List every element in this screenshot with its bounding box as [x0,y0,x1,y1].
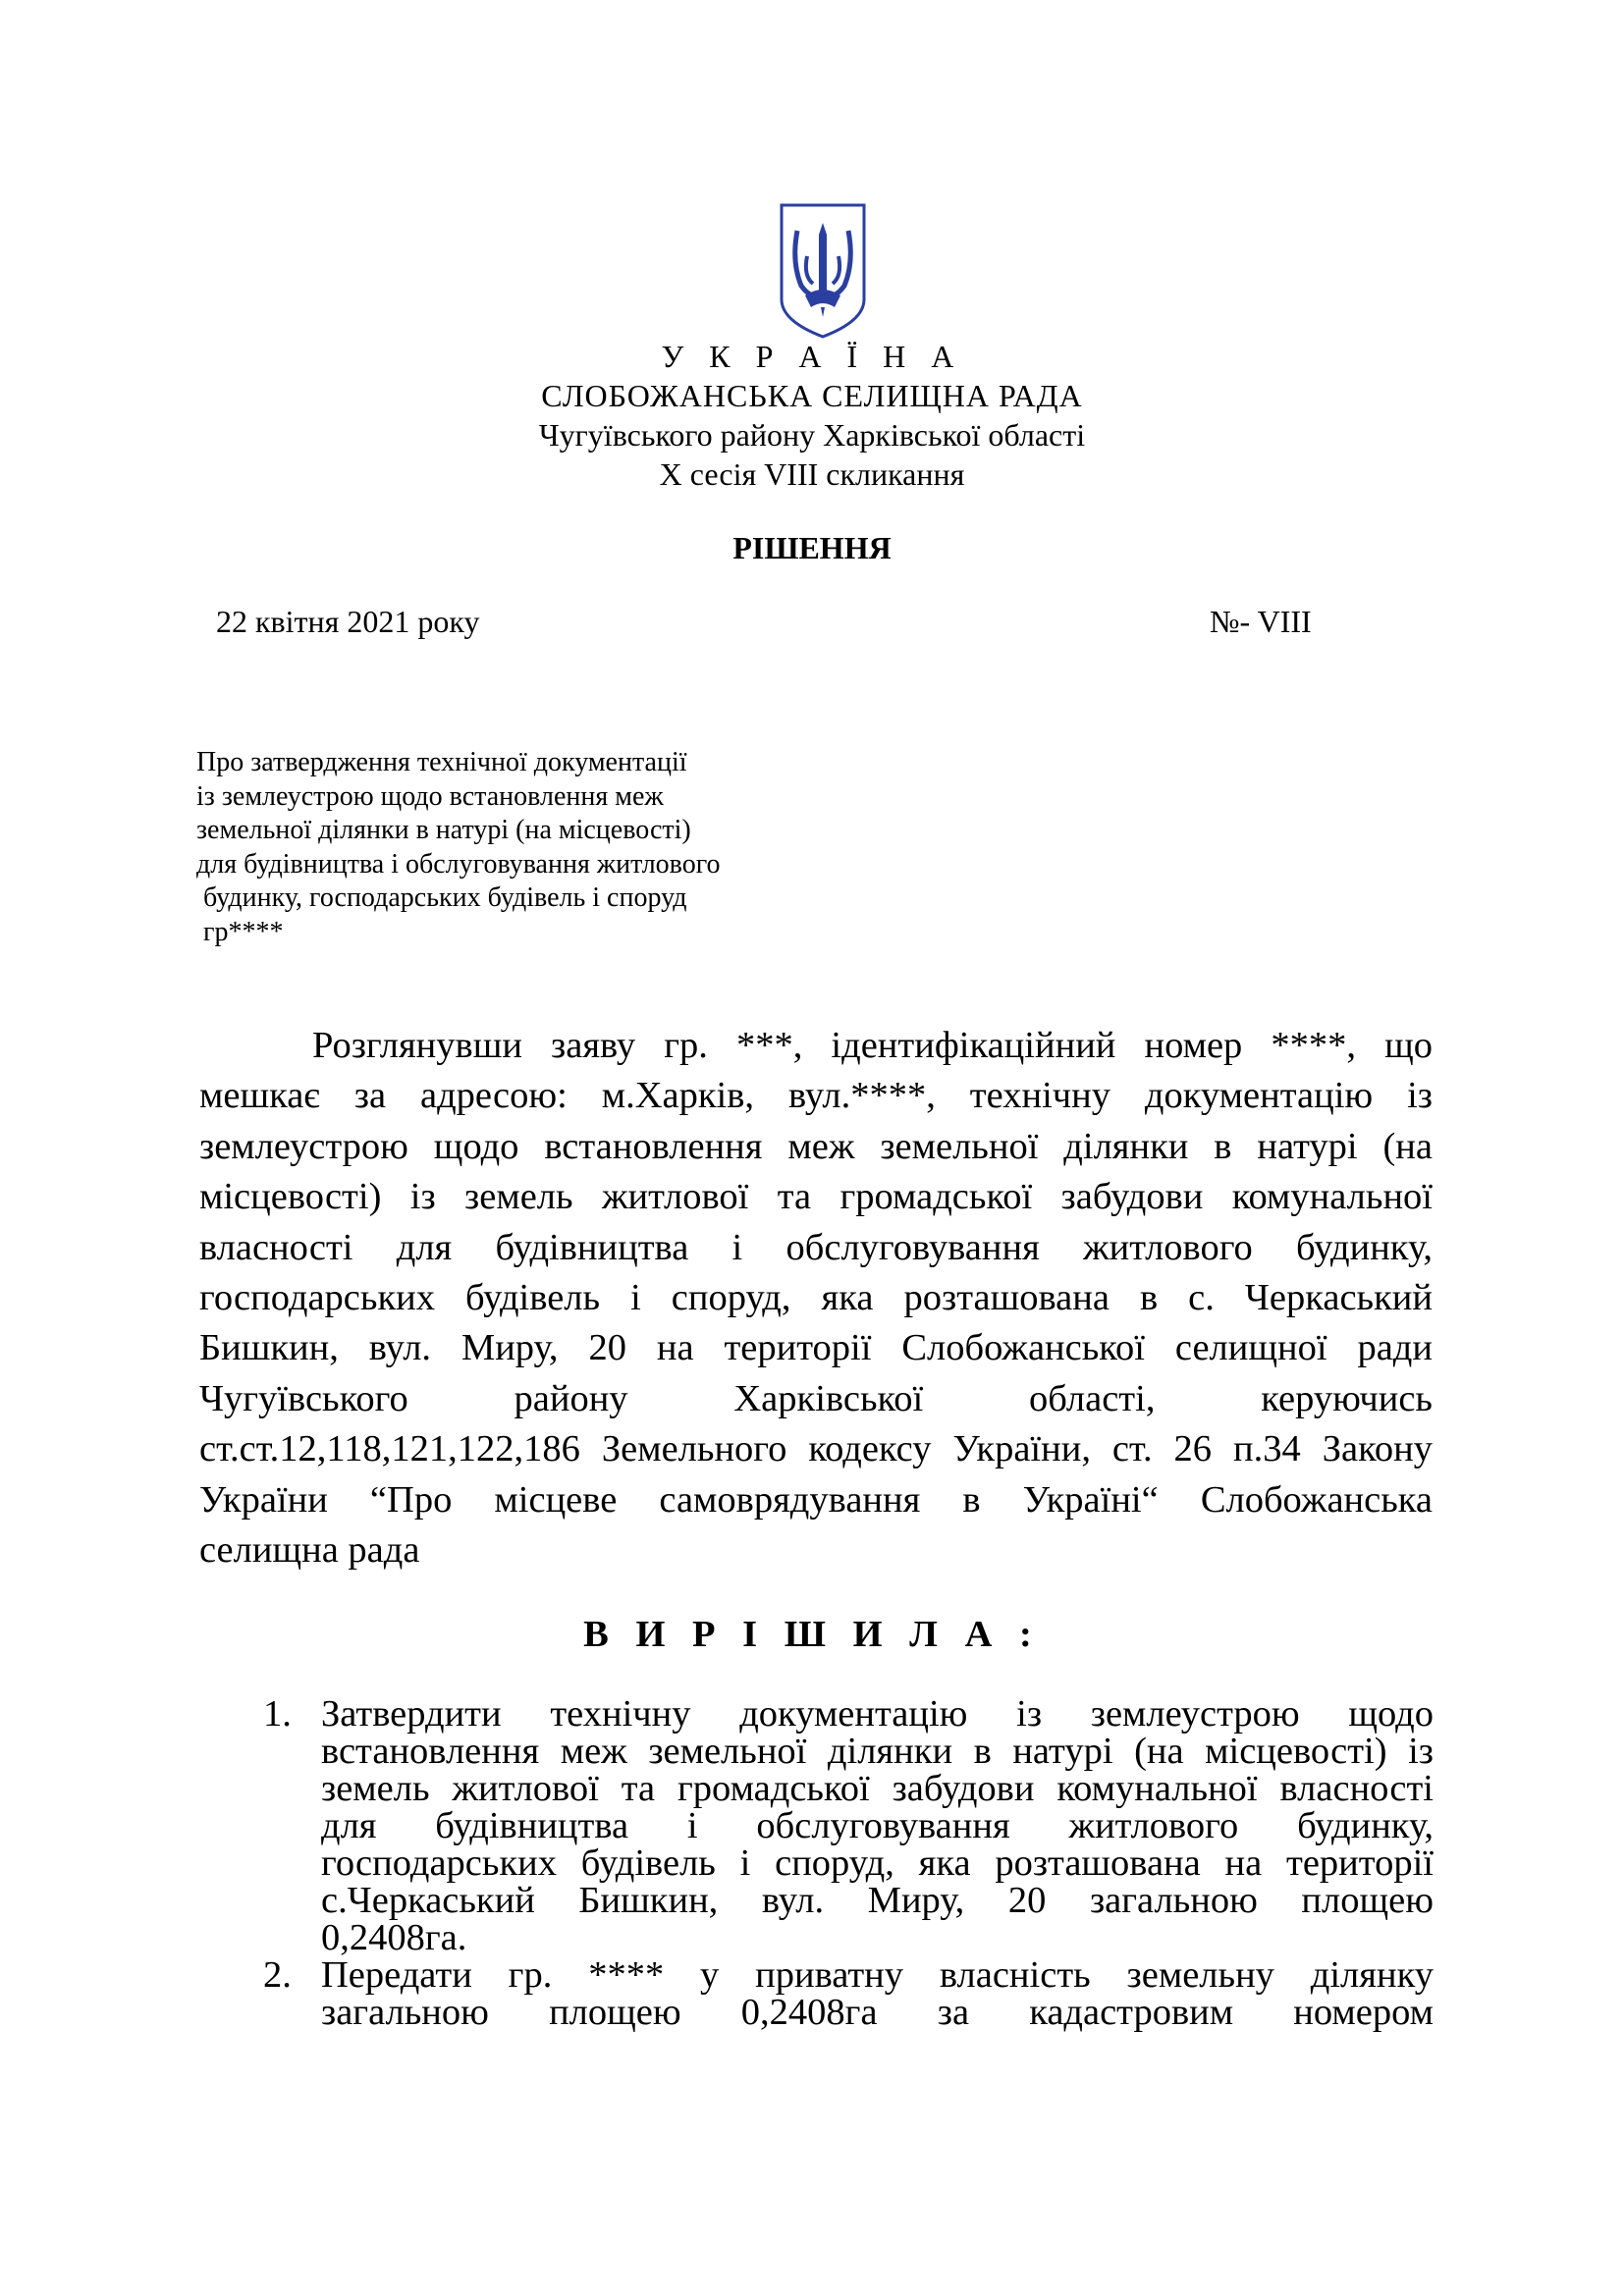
preamble-line: землеустрою щодо встановлення меж земельної ділянки в натурі (на [199,1125,1433,1167]
coat-of-arms-of-ukraine-icon [778,201,868,341]
item-line: господарських будівель і споруд, яка розташована на території [321,1842,1434,1884]
subject-line: будинку, господарських будівель і споруд [196,882,687,913]
item-line: с.Черкаський Бишкин, вул. Миру, 20 загальною площею [321,1880,1434,1921]
decision-date: 22 квітня 2021 року [216,604,480,639]
council-name: СЛОБОЖАНСЬКА СЕЛИЩНА РАДА [541,378,1083,413]
session-label: Х сесія VIII скликання [659,456,965,492]
subject-line: земельної ділянки в натурі (на місцевості) [196,815,691,845]
item-line: для будівництва і обслуговування житлового будинку, [321,1805,1434,1846]
item-number: 1. [263,1693,292,1735]
district-name: Чугуївського району Харківської області [538,417,1086,453]
preamble-line: Бишкин, вул. Миру, 20 на території Слобожанської селищної ради [199,1327,1433,1369]
preamble-line: власності для будівництва і обслуговування житлового будинку, [199,1226,1433,1268]
item-number: 2. [263,1954,292,1996]
decision-subject [196,746,825,949]
document-type-heading: РІШЕННЯ [732,530,892,565]
preamble-line: мешкає за адресою: м.Харків, вул.****, технічну документацію із [199,1075,1433,1117]
item-line: земель житлової та громадської забудови комунальної власності [321,1768,1434,1809]
item-text [321,1956,1434,2031]
country-title: У К Р А Ї Н А [661,339,963,374]
preamble-line: Чугуївського району Харківської області, керуючись [199,1377,1433,1419]
item-line: 0,2408га. [321,1917,467,1958]
preamble-paragraph [199,1021,1433,1575]
preamble-line: України “Про місцеве самоврядування в Україні“ Слобожанська [199,1478,1433,1521]
decision-number: №- VIII [1210,604,1312,639]
item-line: загальною площею 0,2408га за кадастровим номером [321,1992,1434,2033]
subject-line: гр**** [196,916,284,947]
resolved-heading: В И Р І Ш И Л А : [583,1614,1041,1655]
preamble-line: місцевості) із земель житлової та громадської забудови комунальної [199,1176,1433,1218]
subject-line: Про затвердження технічної документації [196,747,687,777]
subject-line: із землеустрою щодо встановлення меж [196,780,664,812]
preamble-line: Розглянувши заяву гр. ***, ідентифікаційний номер ****, що [312,1025,1433,1066]
preamble-line: селищна рада [199,1528,420,1571]
item-line: Передати гр. **** у приватну власність земельну ділянку [321,1954,1434,1996]
preamble-line: ст.ст.12,118,121,122,186 Земельного кодексу України, ст. 26 п.34 Закону [199,1428,1433,1470]
item-line: Затвердити технічну документацію із землеустрою щодо [321,1693,1434,1735]
subject-line: для будівництва і обслуговування житлового [196,848,721,880]
item-line: встановлення меж земельної ділянки в натурі (на місцевості) із [321,1731,1434,1772]
item-text [321,1695,1434,1956]
preamble-line: господарських будівель і споруд, яка розташована в с. Черкаський [199,1276,1433,1318]
